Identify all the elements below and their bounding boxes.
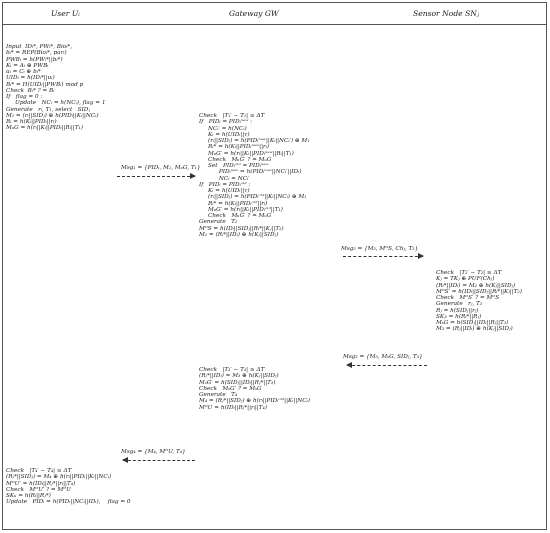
protocol-step: If PIDᵢ = PIDᵢᵒˡᵈ : (199, 181, 251, 188)
protocol-table (2, 2, 547, 530)
msg1-arrow (117, 176, 195, 177)
protocol-step: MᴳU = h(IDᵢ||Rⱼ*||rᵢ||T₄) (199, 404, 267, 411)
protocol-step: NCᵢ = NCᵢ′ (199, 175, 250, 182)
gateway-column-header: Gateway GW (229, 9, 279, 18)
user-login-steps (6, 44, 105, 132)
protocol-step: MᵤG = h(rᵢ||Kᵢ||PIDᵢ||Rᵢ||T₁) (6, 125, 83, 132)
protocol-step: Generate T₄ (199, 392, 238, 398)
protocol-step: Bᵢ* = H(UIDᵢ||PWBᵢ) mod p (6, 81, 84, 88)
protocol-step: (rᵢ||SIDⱼ) = h(PIDᵢᵒˡᵈ||Kᵢ||NCᵢ) ⊕ M₁ (199, 194, 307, 201)
user-session-key-steps (6, 468, 131, 506)
protocol-step: Check |T₄′ − T₄| ≤ ΔT (6, 468, 72, 474)
sensor-column-header: Sensor Node SNⱼ (413, 9, 479, 18)
protocol-step: MᵤG′ = h(rᵢ||Kᵢ||PIDᵢⁿᵉʷ||Rᵢ||T₁) (199, 150, 294, 157)
protocol-step: Set PIDᵢᵒˡᵈ = PIDᵢⁿᵉʷ (199, 163, 269, 169)
protocol-step: Kⱼ = TKⱼ ⊕ PUF(Chⱼ) (436, 276, 495, 283)
protocol-step: MᴳS = h(IDᵢ||SIDⱼ||Rᵢ*||Kⱼ||T₂) (199, 225, 284, 232)
protocol-step: Update PIDᵢ = h(PIDᵢ||NCᵢ||IDᵢ), flag = 0 (6, 499, 131, 506)
protocol-step: uᵢ = Cᵢ ⊕ bᵢ* (6, 69, 41, 75)
header-divider (3, 24, 546, 25)
gateway-verify-steps (199, 113, 310, 238)
protocol-step: Check |T₁′ − T₁| ≤ ΔT (199, 113, 265, 119)
protocol-step: PIDᵢⁿᵉʷ = h(PIDᵢⁿᵉʷ||NCᵢ′||IDᵢ) (199, 169, 302, 176)
gateway-response-steps (199, 367, 310, 411)
protocol-step: Kᵢ = h(UIDᵢ||τ) (199, 131, 250, 138)
protocol-step: MᵤG′ = h(rᵢ||Kᵢ||PIDᵢᵒˡᵈ||T₁) (199, 206, 283, 213)
protocol-step: Rᵢ* = h(Kᵢ||PIDᵢⁿᵉʷ||rᵢ) (199, 144, 270, 151)
protocol-step: Check MᴳS′ ? = MᴳS (436, 295, 500, 301)
protocol-step: Kᵢ = Aᵢ ⊕ PWBᵢ (6, 62, 49, 69)
protocol-step: If PIDᵢ = PIDᵢⁿᵉʷ : (199, 119, 253, 126)
msg4-arrow (123, 460, 195, 461)
protocol-step: M₄ = (Rⱼ*||SIDⱼ) ⊕ h(rᵢ||PIDᵢᵒˡᵈ||Kᵢ||NCᵢ) (199, 398, 310, 405)
protocol-step: Check MᴳU′ ? = MᴳU (6, 486, 71, 493)
protocol-step: SKⱼᵢ = h(Rᵢ*||Rⱼ) (436, 313, 482, 320)
protocol-step: bᵢ* = REP(Bioᵢ*, parᵢ) (6, 50, 67, 57)
protocol-step: Rᵢ* = h(Kᵢ||PIDᵢᵒˡᵈ||rᵢ) (199, 200, 268, 207)
msg1-label: Msg₁ = {PIDᵢ, M₁, MᵤG, T₁} (121, 165, 201, 171)
protocol-step: Generate rᵢ, T₁, select SIDⱼ (6, 106, 90, 113)
protocol-step: MₛG′ = h(SIDⱼ||IDᵢ||Rⱼ*||T₃) (199, 379, 276, 386)
protocol-step: PWBᵢ = h(PWᵢ*||bᵢ*) (6, 56, 63, 63)
sensor-steps (436, 270, 522, 333)
msg2-label: Msg₂ = {M₂, MᴳS, Chⱼ, T₂} (341, 246, 419, 252)
protocol-step: SKᵤ = h(Rᵢ||Rⱼ*) (6, 493, 51, 499)
protocol-step: MᴳS′ = h(IDᵢ||SIDⱼ||Rᵢ*||Kⱼ||T₂) (436, 288, 522, 295)
protocol-step: (Rⱼ*||SIDⱼ) = M₄ ⊕ h(rᵢ||PIDᵢ||Kᵢ||NCᵢ) (6, 474, 112, 481)
protocol-step: MᴳU′ = h(IDᵢ||Rⱼ*||rᵢ||T₄) (6, 480, 76, 487)
protocol-step: Generate T₂ (199, 219, 238, 226)
msg2-arrow (343, 256, 423, 257)
protocol-step: (Rᵢ*||IDᵢ) = M₂ ⊕ h(Kⱼ||SIDⱼ) (436, 282, 516, 289)
protocol-step: Check MₛG′ ? = MₛG (199, 385, 262, 392)
protocol-step: Update NCᵢ = h(NCᵢ), flag = 1 (6, 100, 106, 107)
protocol-step: M₁ = (rᵢ||SIDⱼ) ⊕ h(PIDᵢ||Kᵢ||NCᵢ) (6, 112, 99, 119)
protocol-step: Kᵢ = h(UIDᵢ||τ) (199, 188, 250, 194)
protocol-step: M₃ = (Rⱼ||IDᵢ) ⊕ h(Kⱼ||SIDⱼ) (436, 326, 513, 333)
msg3-arrow (347, 365, 427, 366)
protocol-step: Check |T₂′ − T₂| ≤ ΔT (436, 270, 502, 276)
protocol-step: (rᵢ||SIDⱼ) = h(PIDᵢⁿᵉʷ||Kᵢ||NCᵢ′) ⊕ M₁ (199, 138, 310, 144)
user-column-header: User Uᵢ (51, 9, 80, 18)
protocol-step: (Rⱼ*||IDᵢ) = M₃ ⊕ h(Kⱼ||SIDⱼ) (199, 373, 279, 380)
protocol-step: Check Bᵢ* ? = Bᵢ (6, 87, 55, 94)
protocol-step: If flag = 0 : (6, 94, 43, 100)
protocol-step: Check MᵤG′ ? = MᵤG (199, 213, 272, 219)
protocol-step: Check |T₃′ − T₃| ≤ ΔT (199, 367, 265, 373)
protocol-step: Input IDᵢ*, PWᵢ*, Bioᵢ*, (6, 44, 73, 50)
protocol-step: MₛG = h(SIDⱼ||IDᵢ||Rⱼ||T₃) (436, 320, 509, 326)
protocol-step: Rᵢ = h(Kᵢ||PIDᵢ||rᵢ) (6, 119, 57, 125)
protocol-step: Check MᵤG′ ? = MᵤG (199, 156, 272, 163)
protocol-step: UIDᵢ = h(IDᵢ*||uᵢ) (6, 75, 55, 82)
msg3-label: Msg₃ = {M₃, MₛG, SIDⱼ, T₃} (343, 354, 423, 360)
protocol-step: NCᵢ′ = h(NCᵢ) (199, 125, 247, 132)
msg4-label: Msg₄ = {M₄, MᴳU, T₄} (121, 449, 186, 455)
protocol-step: M₂ = (Rᵢ*||IDᵢ) ⊕ h(Kⱼ||SIDⱼ) (199, 231, 279, 238)
protocol-step: Rⱼ = h(SIDⱼ||rⱼ) (436, 307, 479, 314)
protocol-step: Generate rⱼ, T₃ (436, 301, 483, 308)
